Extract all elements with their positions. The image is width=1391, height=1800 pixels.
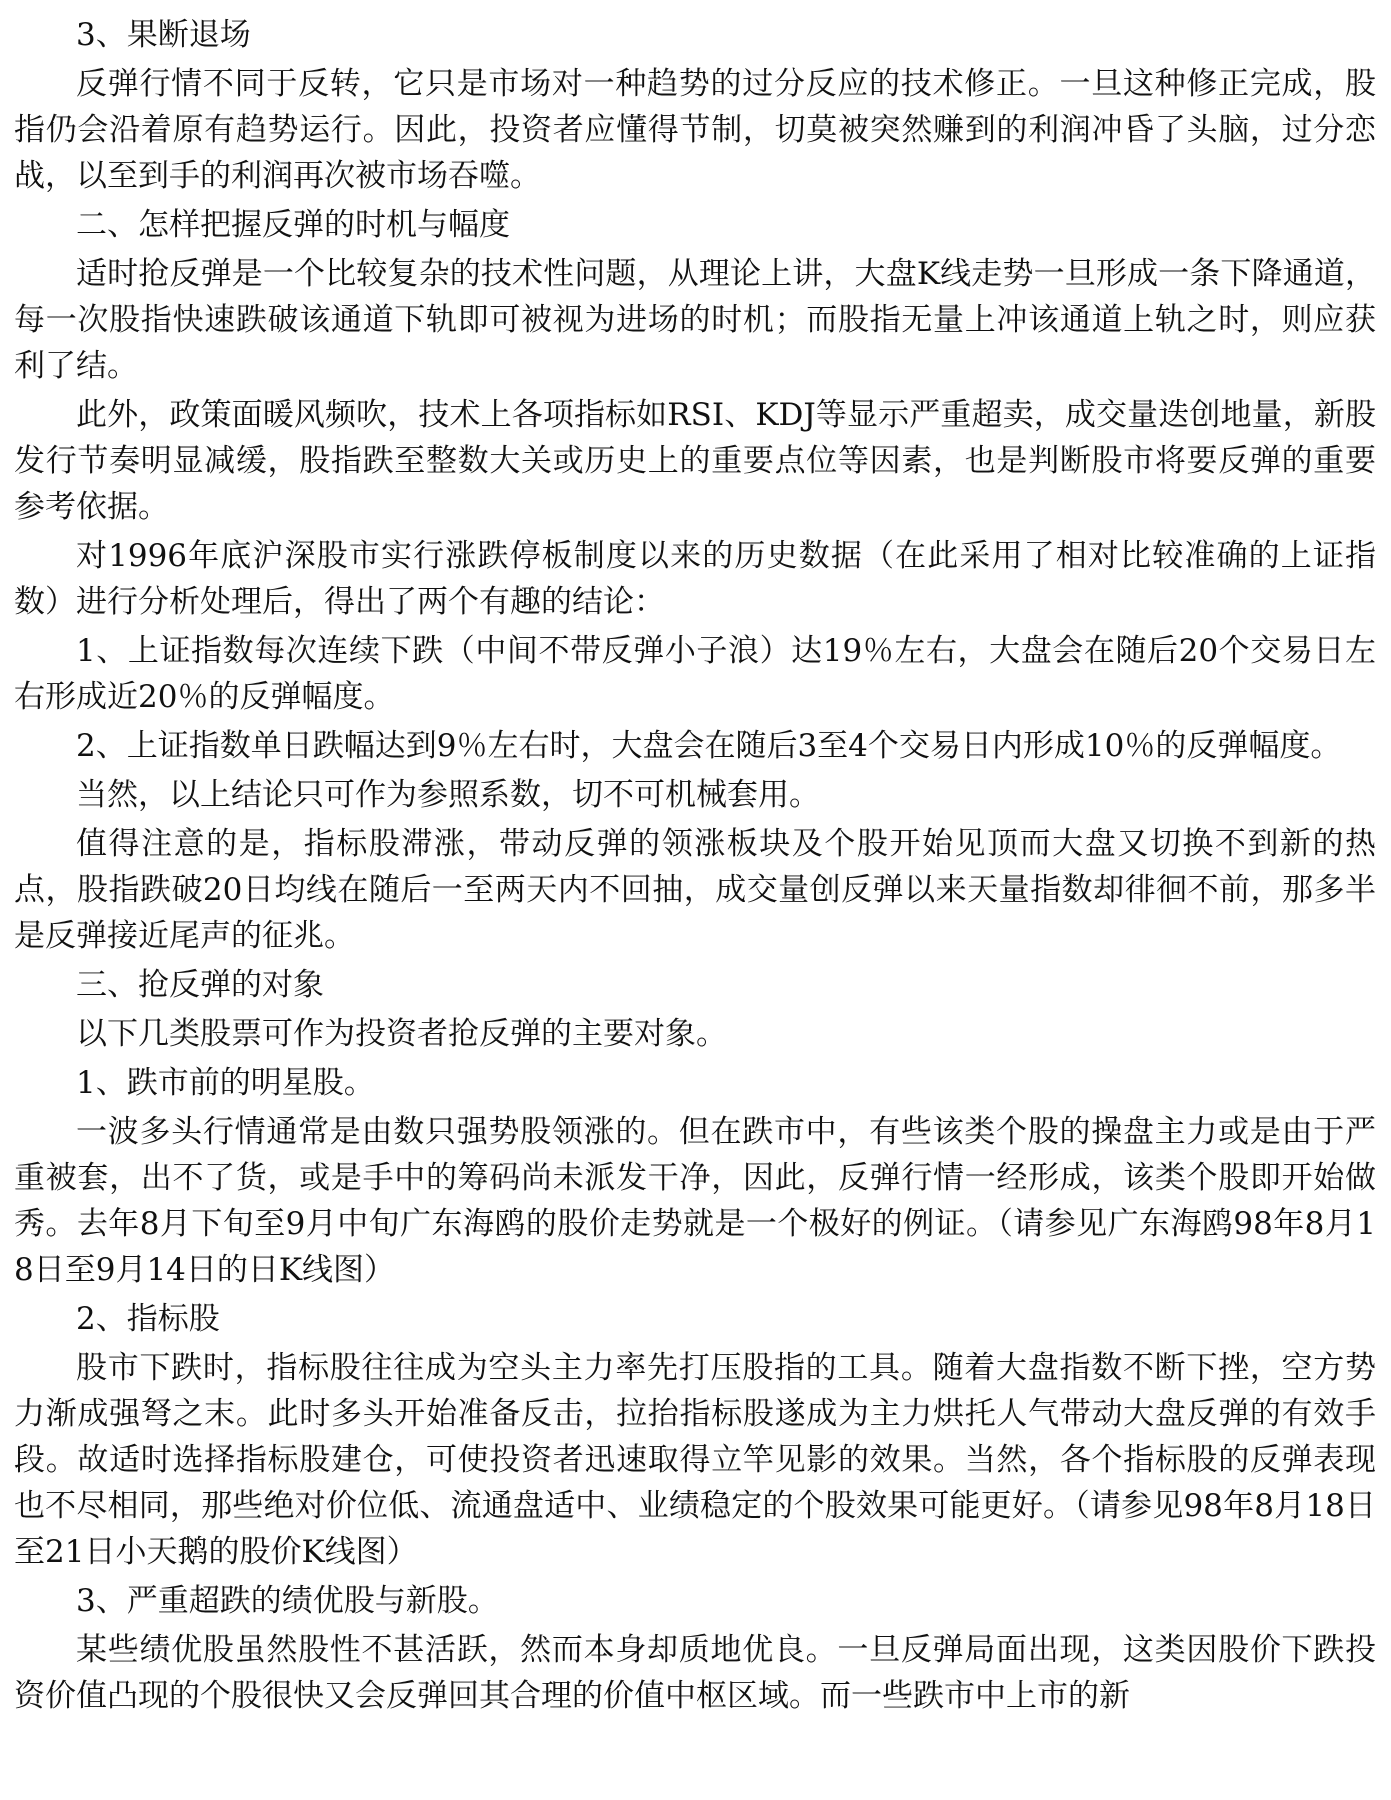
- section-heading-timing-and-magnitude: 二、怎样把握反弹的时机与幅度: [76, 207, 510, 243]
- subheading-index-stocks: 2、指标股: [76, 1301, 220, 1337]
- paragraph-rebound-vs-reversal: 反弹行情不同于反转，它只是市场对一种趋势的过分反应的技术修正。一旦这种修正完成，股指仍会沿着原有趋势运行。因此，投资者应懂得节制，切莫被突然赚到的利润冲昏了头脑，过分恋战，以至到手的利润再次被市场吞噬。: [14, 66, 1376, 194]
- paragraph-descending-channel: 适时抢反弹是一个比较复杂的技术性问题，从理论上讲，大盘K线走势一旦形成一条下降通道，每一次股指快速跌破该通道下轨即可被视为进场的时机；而股指无量上冲该通道上轨之时，则应获利了结。: [14, 256, 1376, 384]
- paragraph-targets-intro: 以下几类股票可作为投资者抢反弹的主要对象。: [76, 1016, 727, 1052]
- section-heading-rebound-targets: 三、抢反弹的对象: [76, 967, 324, 1003]
- paragraph-end-of-rebound-signs: 值得注意的是，指标股滞涨，带动反弹的领涨板块及个股开始见顶而大盘又切换不到新的热点，股指跌破20日均线在随后一至两天内不回抽，成交量创反弹以来天量指数却徘徊不前，那多半是反弹接近尾声的征兆。: [14, 826, 1376, 954]
- paragraph-star-stocks: 一波多头行情通常是由数只强势股领涨的。但在跌市中，有些该类个股的操盘主力或是由于严重被套，出不了货，或是手中的筹码尚未派发干净，因此，反弹行情一经形成，该类个股即开始做秀。去年8月下旬至9月中旬广东海鸥的股价走势就是一个极好的例证。（请参见广东海鸥98年8月18日至9月14日的日K线图）: [14, 1114, 1376, 1288]
- subheading-star-stocks: 1、跌市前的明星股。: [76, 1065, 375, 1101]
- paragraph-policy-indicators: 此外，政策面暖风频吹，技术上各项指标如RSI、KDJ等显示严重超卖，成交量迭创地量，新股发行节奏明显减缓，股指跌至整数大关或历史上的重要点位等因素，也是判断股市将要反弹的重要参考依据。: [14, 397, 1376, 525]
- document-page: [14, 12, 1376, 1722]
- paragraph-conclusion-2: 2、上证指数单日跌幅达到9％左右时，大盘会在随后3至4个交易日内形成10％的反弹幅度。: [76, 728, 1342, 764]
- paragraph-caution: 当然，以上结论只可作为参照系数，切不可机械套用。: [76, 777, 820, 813]
- paragraph-conclusion-1: 1、上证指数每次连续下跌（中间不带反弹小子浪）达19％左右，大盘会在随后20个交易日左右形成近20％的反弹幅度。: [14, 633, 1376, 715]
- paragraph-index-stocks: 股市下跌时，指标股往往成为空头主力率先打压股指的工具。随着大盘指数不断下挫，空方势力渐成强弩之末。此时多头开始准备反击，拉抬指标股遂成为主力烘托人气带动大盘反弹的有效手段。故适时选择指标股建仓，可使投资者迅速取得立竿见影的效果。当然，各个指标股的反弹表现也不尽相同，那些绝对价位低、流通盘适中、业绩稳定的个股效果可能更好。（请参见98年8月18日至21日小天鹅的股价K线图）: [14, 1350, 1376, 1570]
- paragraph-historical-data: 对1996年底沪深股市实行涨跌停板制度以来的历史数据（在此采用了相对比较准确的上证指数）进行分析处理后，得出了两个有趣的结论：: [14, 538, 1376, 620]
- subheading-oversold-blue-chips: 3、严重超跌的绩优股与新股。: [76, 1583, 499, 1619]
- paragraph-oversold-blue-chips: 某些绩优股虽然股性不甚活跃，然而本身却质地优良。一旦反弹局面出现，这类因股价下跌投资价值凸现的个股很快又会反弹回其合理的价值中枢区域。而一些跌市中上市的新: [14, 1632, 1376, 1714]
- section-heading-decisive-exit: 3、果断退场: [76, 17, 251, 53]
